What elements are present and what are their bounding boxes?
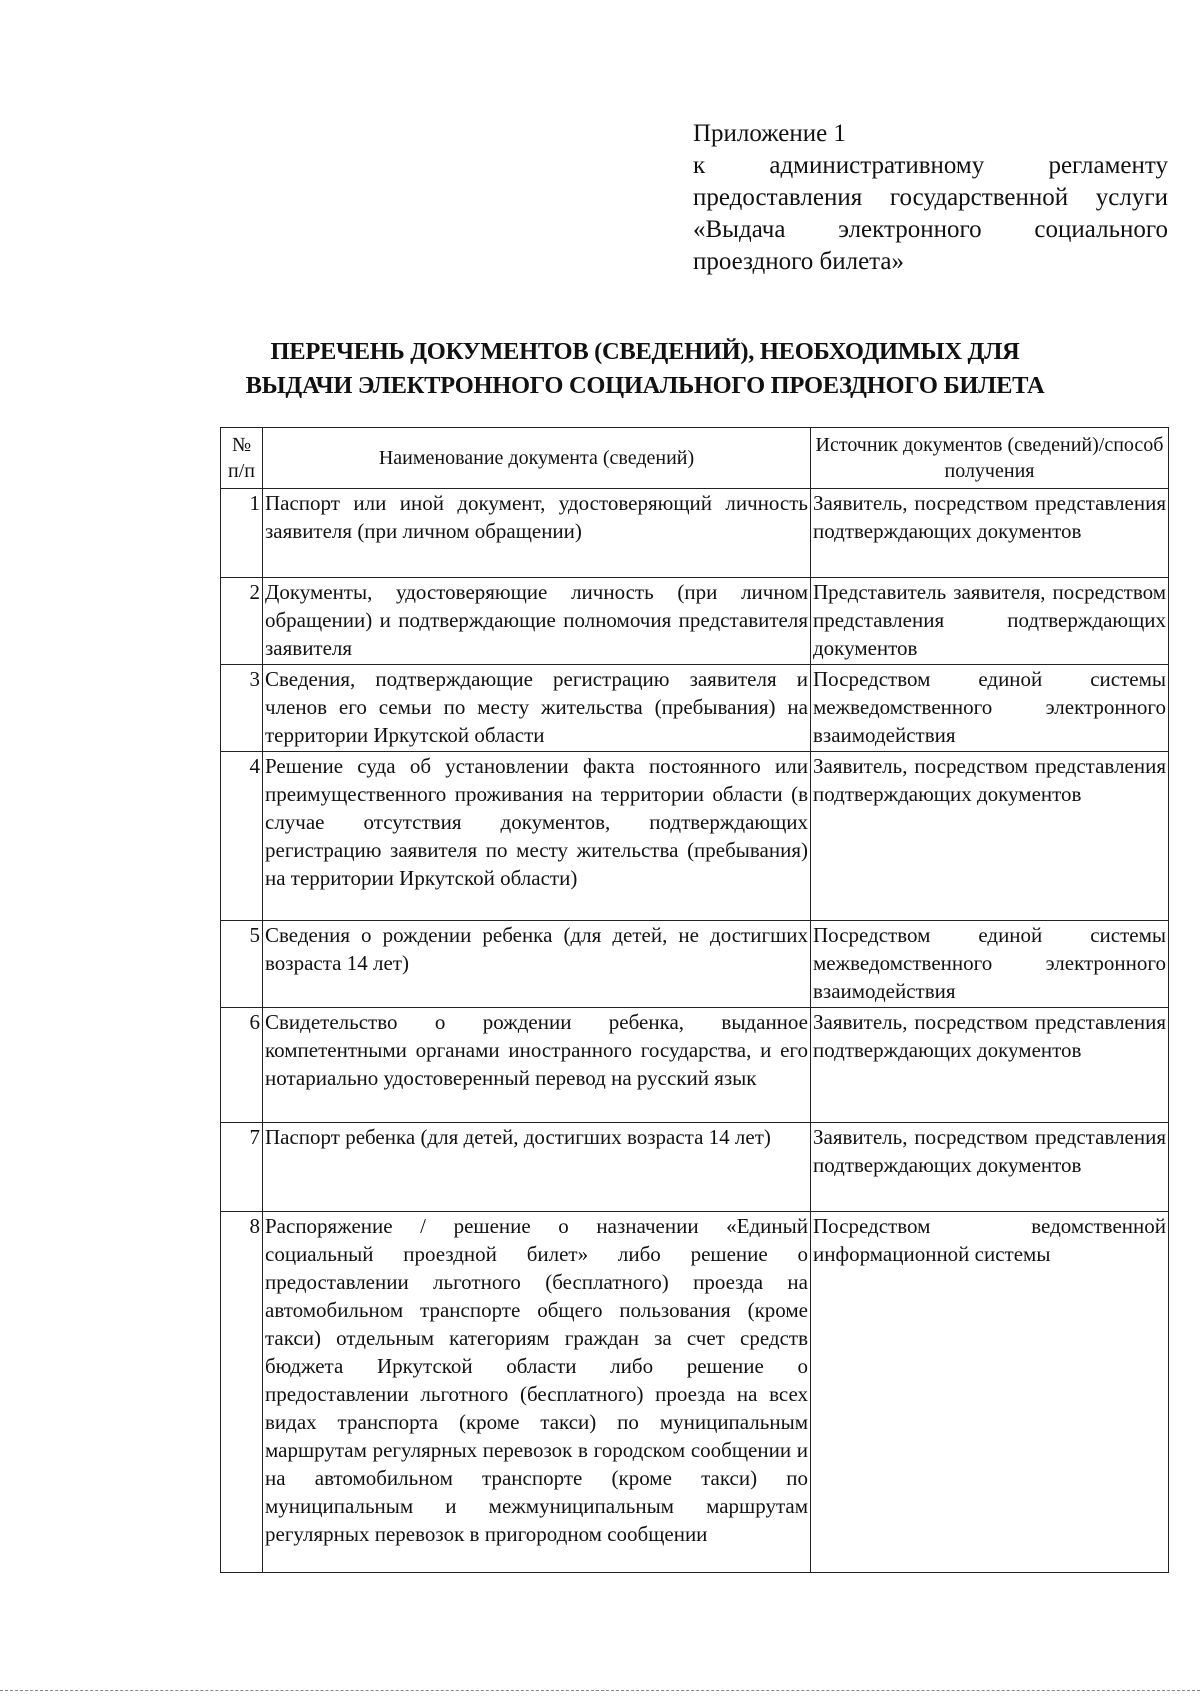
row-document-name: Сведения о рождении ребенка (для детей, не достигших возраста 14 лет) (263, 921, 811, 1008)
row-number: 8 (221, 1212, 263, 1573)
table-row (221, 921, 1169, 1008)
table-header-row (221, 428, 1169, 489)
documents-table (220, 427, 1169, 1573)
row-document-name: Свидетельство о рождении ребенка, выданное компетентными органами иностранного государства, и его нотариально удостоверенный перевод на русский язык (263, 1008, 811, 1123)
row-number: 2 (221, 578, 263, 665)
document-title (150, 335, 1140, 403)
row-number: 6 (221, 1008, 263, 1123)
table-row (221, 752, 1169, 921)
document-title-line-1: ПЕРЕЧЕНЬ ДОКУМЕНТОВ (СВЕДЕНИЙ), НЕОБХОДИМЫХ ДЛЯ (270, 338, 1020, 365)
row-document-name: Решение суда об установлении факта постоянного или преимущественного проживания на территории области (в случае отсутствия документов, подтверждающих регистрацию заявителя по месту жительства (пребывания) на территории Иркутской области) (263, 752, 811, 921)
row-source: Представитель заявителя, посредством представления подтверждающих документов (811, 578, 1169, 665)
row-number: 4 (221, 752, 263, 921)
appendix-reference: к административному регламенту предоставления государственной услуги «Выдача электронного социального проездного билета» (693, 152, 1168, 275)
header-document-name: Наименование документа (сведений) (263, 428, 811, 489)
appendix-number: Приложение 1 (693, 120, 846, 147)
row-source: Посредством единой системы межведомственного электронного взаимодействия (811, 665, 1169, 752)
row-number: 5 (221, 921, 263, 1008)
row-source: Заявитель, посредством представления подтверждающих документов (811, 1123, 1169, 1212)
table-row (221, 1123, 1169, 1212)
row-number: 3 (221, 665, 263, 752)
table-row (221, 665, 1169, 752)
table-row (221, 1212, 1169, 1573)
header-source: Источник документов (сведений)/способ получения (811, 428, 1169, 489)
row-document-name: Паспорт ребенка (для детей, достигших возраста 14 лет) (263, 1123, 811, 1212)
header-number: № п/п (221, 428, 263, 489)
appendix-note (693, 118, 1168, 278)
row-source: Посредством единой системы межведомственного электронного взаимодействия (811, 921, 1169, 1008)
row-source: Заявитель, посредством представления подтверждающих документов (811, 1008, 1169, 1123)
row-source: Заявитель, посредством представления подтверждающих документов (811, 489, 1169, 578)
row-source: Заявитель, посредством представления подтверждающих документов (811, 752, 1169, 921)
row-number: 1 (221, 489, 263, 578)
table-row (221, 578, 1169, 665)
table-row (221, 1008, 1169, 1123)
row-document-name: Паспорт или иной документ, удостоверяющий личность заявителя (при личном обращении) (263, 489, 811, 578)
row-document-name: Сведения, подтверждающие регистрацию заявителя и членов его семьи по месту жительства (пребывания) на территории Иркутской области (263, 665, 811, 752)
table-row (221, 489, 1169, 578)
row-number: 7 (221, 1123, 263, 1212)
row-document-name: Документы, удостоверяющие личность (при личном обращении) и подтверждающие полномочия представителя заявителя (263, 578, 811, 665)
row-document-name: Распоряжение / решение о назначении «Единый социальный проездной билет» либо решение о предоставлении льготного (бесплатного) проезда на автомобильном транспорте общего пользования (кроме такси) отдельным категориям граждан за счет средств бюджета Иркутской области либо решение о предоставлении льготного (бесплатного) проезда на всех видах транспорта (кроме такси) по муниципальным маршрутам регулярных перевозок в городском сообщении и на автомобильном транспорте (кроме такси) по муниципальным и межмуниципальным маршрутам регулярных перевозок в пригородном сообщении (263, 1212, 811, 1573)
row-source: Посредством ведомственной информационной системы (811, 1212, 1169, 1573)
document-title-line-2: ВЫДАЧИ ЭЛЕКТРОННОГО СОЦИАЛЬНОГО ПРОЕЗДНОГО БИЛЕТА (245, 372, 1045, 399)
page-bottom-rule (0, 1690, 1200, 1691)
